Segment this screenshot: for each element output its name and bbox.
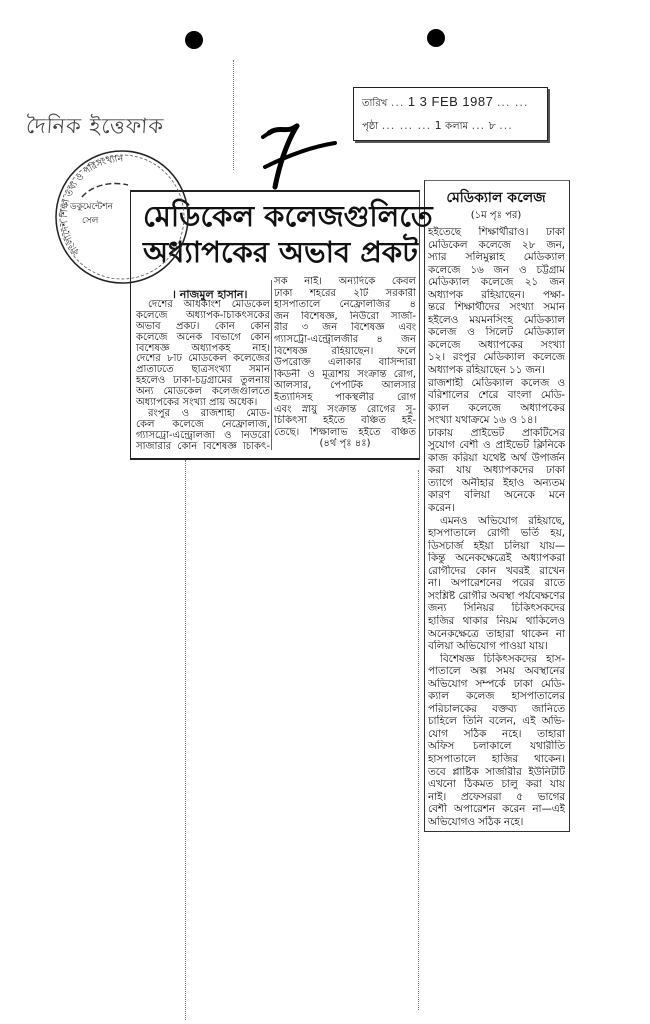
text-line: স্যার সলিমুল্লাহ মেডিক্যাল — [428, 251, 565, 264]
text-line: ক্যাল কলেজ হাসপাতালের — [428, 690, 565, 703]
continued-on-note: (৪র্থ পৃঃ ৪ঃ) — [319, 438, 371, 450]
byline: । নাজমুল হাসান। — [172, 288, 248, 301]
text-line: অধ্যাপক রহিয়াছেন। পক্ষা- — [428, 288, 565, 301]
text-line: প্রতিটিতে ছাত্রসংখ্যা সমান — [136, 365, 270, 376]
date-stamp-box — [353, 87, 548, 141]
text-line: ঢাকা শহরের ২টি সরকারী — [274, 287, 416, 299]
text-line: ক্যাল কলেজে অধ্যাপকের — [428, 401, 565, 414]
page-row: পৃষ্ঠা ... ... ... 1 কলাম ... ৮ ... — [362, 119, 513, 132]
text-line: তেছে। শিক্ষালাভ হইতে বঞ্চিত — [274, 426, 416, 438]
text-line: জন বিশেষজ্ঞ, নিউরো সার্জা- — [274, 310, 416, 322]
column-label: কলাম — [445, 121, 469, 132]
scan-artifact-line — [233, 60, 234, 170]
text-line: নাই। প্রফেসররা ৫ ভাগের — [428, 790, 565, 803]
text-line: হাসপাতালে রোগী ভর্তি হয়, — [428, 527, 565, 540]
headline-line-2: অধ্যাপকের অভাব প্রকট — [143, 235, 418, 269]
continued-from-label: (১ম পৃঃ পর) — [470, 210, 522, 221]
continuation-column — [428, 226, 565, 828]
text-line: না। অপারেশনের পরের রাতে — [428, 577, 565, 590]
text-line: ইত্যাদিসহ পাকস্থলীর রোগ — [274, 391, 416, 403]
text-line: উপরোক্ত এলাকার বাসিন্দারা — [274, 357, 416, 369]
text-line: রোগীদের কোন খবরই রাখেন — [428, 564, 565, 577]
text-line: ডিসচার্জ হইয়া চলিয়া যায়— — [428, 539, 565, 552]
page-label: পৃষ্ঠা — [362, 121, 379, 132]
text-line: অভিযোগও সঠিক নহে। — [428, 815, 524, 828]
text-line: মেডিকেল কলেজে ২৮ জন, — [428, 238, 565, 251]
text-line: কাজ করিয়া যথেষ্ট অর্থ উপার্জন — [428, 451, 565, 464]
text-line: সক নাই। অন্যদিকে কেবল — [274, 276, 416, 287]
text-line: বলিয়া অভিযোগ পাওয়া যায়। — [428, 640, 548, 653]
text-line: ন্তরে শিক্ষার্থীদের সংখ্যা সমান — [428, 301, 565, 314]
continuation-title: মেডিক্যাল কলেজ — [446, 190, 546, 206]
text-line: হইলেও ঢাকা-চট্টগ্রামের তুলনায় — [136, 376, 270, 387]
punch-hole-right — [427, 29, 445, 47]
text-line: বেশী অপারেশন করেন না—এই — [428, 803, 565, 816]
svg-text:সেল: সেল — [82, 216, 99, 226]
svg-text:ডকুমেন্টেশন: ডকুমেন্টেশন — [70, 202, 113, 212]
text-line: কলেজে অনেক বিভাগে কোন — [136, 332, 270, 343]
text-line: বরিশালের শেরে বাংলা মেডি- — [428, 389, 565, 402]
text-line: কলেজে ১৬ জন ও চট্টগ্রাম — [428, 263, 565, 276]
text-line: এবং স্নায়ু সংক্রান্ত রোগের সু- — [274, 403, 416, 415]
handwritten-seven-mark — [255, 115, 340, 195]
text-line: হাসপাতালে হাজির থাকেন। — [428, 752, 565, 765]
text-line: কেল কলেজে নেফ্রোলজি, — [136, 419, 270, 430]
text-line: গ্যাসট্রো-এন্ট্রোলজীর ৪ জন — [274, 333, 416, 345]
punch-hole-left — [185, 31, 203, 49]
text-line: গ্যাসট্রো-এন্ট্রোলজী ও নিউরো — [136, 430, 270, 441]
date-label: তারিখ — [362, 98, 388, 109]
text-line: আলসার, পেপটিক আলসার — [274, 380, 416, 392]
column-value: ৮ — [488, 119, 496, 132]
scan-artifact-line — [418, 470, 419, 1010]
text-line: কারণ বলিয়া অনেকে মনে — [428, 489, 565, 502]
text-line: যোগ সঠিক নহে। তাহারা — [428, 727, 565, 740]
text-line: কিডনী ও মূত্রাশয় সংক্রান্ত রোগ, — [274, 368, 416, 380]
text-line: মেডিক্যাল কলেজে ২১ জন — [428, 276, 565, 289]
text-line: চাহিলে তিনি বলেন, এই অভি- — [428, 715, 565, 728]
text-line: ১২। রংপুর মেডিক্যাল কলেজে — [428, 351, 565, 364]
text-line: ঢাকায় প্রাইভেট প্রাকটিসের — [428, 426, 565, 439]
text-line: সুযোগ বেশী ও প্রাইভেট ক্লিনিকে — [428, 439, 565, 452]
text-line: দেশের অধিকাংশ মেডিকেল — [148, 300, 270, 310]
text-line: বিশেষজ্ঞ রহিয়াছেন। ফলে — [274, 345, 416, 357]
text-line: বিশেষজ্ঞ চিকিৎসকদের হাস- — [440, 652, 565, 665]
text-line: করা যায় অধ্যাপকদের ঢাকা — [428, 464, 565, 477]
text-line: অধ্যাপকের সংখ্যা প্রায় অর্ধেক। — [136, 398, 258, 409]
text-line: অন্য মেডিকেল কলেজগুলিতে — [136, 387, 270, 398]
text-line: চিকিৎসা হইতে বঞ্চিত হই- — [274, 415, 416, 427]
text-line: রাজশাহী মেডিক্যাল কলেজ ও — [428, 376, 565, 389]
text-line: পাতালে অল্প সময় অবস্থানের — [428, 665, 565, 678]
text-line: সার্জারীর কোন বিশেষজ্ঞ চিকিৎ- — [136, 441, 270, 452]
date-row: তারিখ ... 1 3 FEB 1987 ... ... — [362, 94, 529, 109]
text-line: তবে প্লাষ্টিক সার্জারীর ইউনিটটি — [428, 765, 565, 778]
text-line: রংপুর ও রাজশাহী মেডি- — [148, 408, 270, 419]
text-line: এমনও অভিযোগ রহিয়াছে, — [440, 514, 565, 527]
text-line: হাসপাতালে নেফ্রোলজির ৪ — [274, 299, 416, 311]
text-line: বিশেষজ্ঞ অধ্যাপকই নাই। — [136, 343, 270, 354]
text-line: হইতেছে শিক্ষার্থীরাও। ঢাকা — [428, 226, 565, 238]
documentation-cell-stamp — [52, 147, 192, 287]
text-line: হাজির থাকার নিয়ম থাকিলেও — [428, 614, 565, 627]
text-line: অভিযোগ সম্পর্কে ঢাকা মেডি- — [428, 677, 565, 690]
text-line: কলেজ ও সিলেট মেডিক্যাল — [428, 326, 565, 339]
text-line: অধ্যাপক রহিয়াছেন ১১ জন। — [428, 364, 545, 377]
headline-line-1: মেডিকেল কলেজগুলিতে — [143, 199, 433, 233]
text-line: দেশের ৮টি মেডিকেল কলেজের — [136, 354, 270, 365]
newspaper-name: দৈনিক ইত্তেফাক — [25, 114, 165, 138]
text-line: কলেজে অধ্যাপক-চিকিৎসকের — [136, 310, 270, 321]
text-line: সংশ্লিষ্ট রোগীর অবস্থা পর্যবেক্ষণের — [428, 589, 565, 602]
text-line: হইলেও ময়মনসিংহ মেডিক্যাল — [428, 313, 565, 326]
date-value: 1 3 FEB 1987 — [407, 94, 494, 109]
text-line: রীর ৩ জন বিশেষজ্ঞ এবং — [274, 322, 416, 334]
svg-text:বাংলাদেশ শিক্ষা তথ্য ও পরিসংখ্: বাংলাদেশ শিক্ষা তথ্য ও পরিসংখ্যান — [60, 154, 124, 257]
text-line: করেন। — [428, 502, 455, 515]
text-line: সংখ্যা যথাক্রমে ১৬ ও ১৪। — [428, 414, 538, 427]
text-line: এখনো ঠিকমত চালু করা যায় — [428, 778, 565, 791]
text-line: ত্যাগে অনীহার ইহাও অন্যতম — [428, 476, 565, 489]
text-line: অনেকক্ষেত্রে তাহারা থাকেন না — [428, 627, 565, 640]
text-line: কলেজে অধ্যাপকের সংখ্যা — [428, 338, 565, 351]
text-line: পরিচালকের বক্তব্য জানিতে — [428, 702, 565, 715]
text-line: জন্য সিনিয়র চিকিৎসকদের — [428, 602, 565, 615]
page-value: 1 — [434, 119, 442, 132]
text-line: অভাব প্রকট। কোন কোন — [136, 321, 270, 332]
text-line: কিন্তু অনেকক্ষেত্রেই অধ্যাপকরা — [428, 552, 565, 565]
text-line: অফিস চলাকালে যথারীতি — [428, 740, 565, 753]
scan-artifact-line — [185, 460, 186, 1020]
